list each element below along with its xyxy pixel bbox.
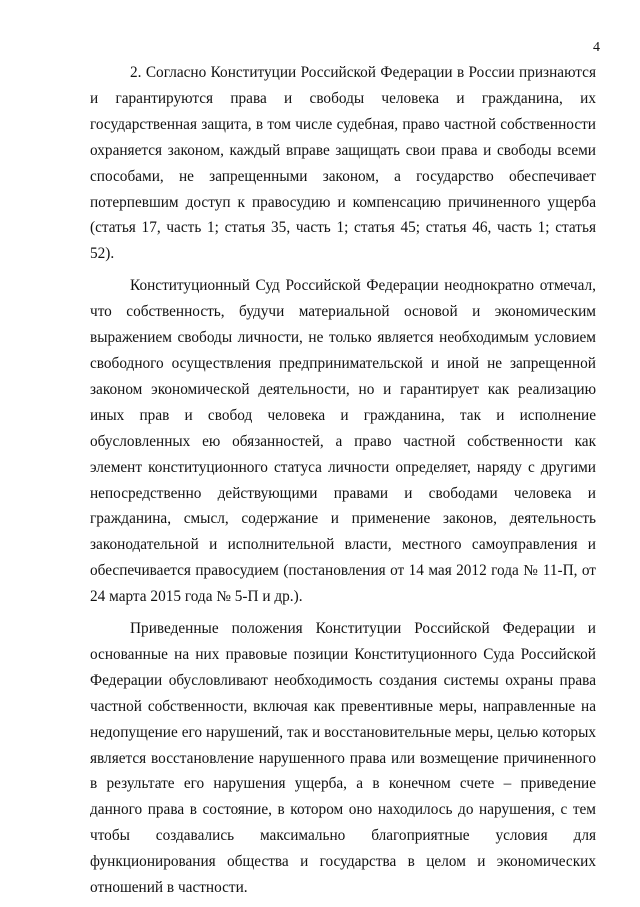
paragraph-constitution-guarantees: 2. Согласно Конституции Российской Федерации в России признаются и гарантируются права и свободы человека и гражданина, их государственная защита, в том числе судебная, право частной собственности охраняется законом, каждый вправе защищать свои права и свободы всеми способами, не запрещенными законом, а государство обеспечивает потерпевшим доступ к правосудию и компенсацию причиненного ущерба (статья 17, часть 1; статья 35, часть 1; статья 45; статья 46, часть 1; статья 52).	[90, 64, 596, 263]
page-number: 4	[593, 40, 600, 55]
paragraph-protection-system: Приведенные положения Конституции Российской Федерации и основанные на них правовые позиции Конституционного Суда Российской Федерации обусловливают необходимость создания системы охраны права частной собственности, включая как превентивные меры, направленные на недопущение его нарушений, так и восстановительные меры, целью которых является восстановление нарушенного права или возмещение причиненного в результате его нарушения ущерба, а в конечном счете – приведение данного права в состояние, в котором оно находилось до нарушения, с тем чтобы создавались максимально благоприятные условия для функционирования общества и государства в целом и экономических отношений в частности.	[90, 620, 596, 897]
document-body	[90, 60, 596, 907]
paragraph-constitutional-court-positions: Конституционный Суд Российской Федерации неоднократно отмечал, что собственность, будучи материальной основой и экономическим выражением свободы личности, не только является необходимым условием свободного осуществления предпринимательской и иной не запрещенной законом экономической деятельности, но и гарантирует как реализацию иных прав и свобод человека и гражданина, так и исполнение обусловленных ею обязанностей, а право частной собственности как элемент конституционного статуса личности определяет, наряду с другими непосредственно действующими правами и свободами человека и гражданина, смысл, содержание и применение законов, деятельность законодательной и исполнительной власти, местного самоуправления и обеспечивается правосудием (постановления от 14 мая 2012 года № 11-П, от 24 марта 2015 года № 5-П и др.).	[90, 277, 596, 606]
